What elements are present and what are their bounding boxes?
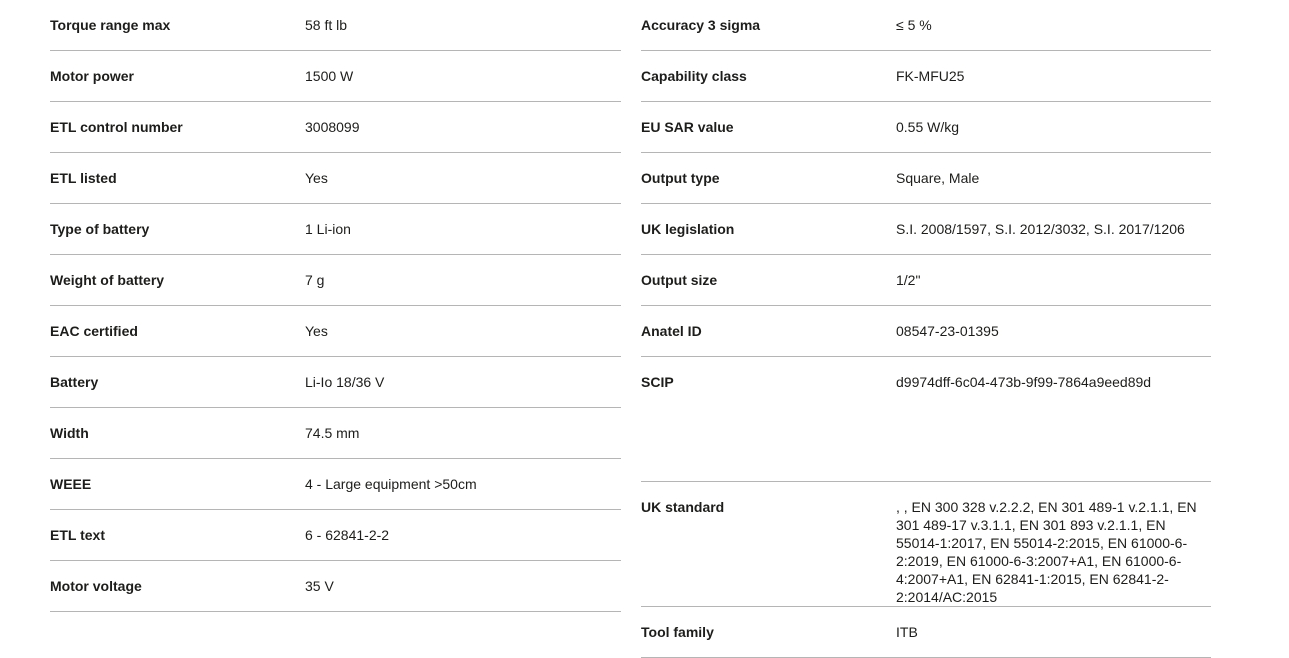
spec-row (50, 510, 621, 561)
spec-row (641, 255, 1211, 306)
spec-label: Torque range max (50, 17, 171, 33)
spec-label: Output size (641, 272, 718, 288)
spec-label: ETL control number (50, 119, 183, 135)
spec-value: 4 - Large equipment >50cm (305, 476, 477, 492)
spec-value: 08547-23-01395 (896, 323, 999, 339)
spec-value: Yes (305, 323, 328, 339)
spec-row (50, 51, 621, 102)
spec-value: , , EN 300 328 v.2.2.2, EN 301 489-1 v.2.1.1, EN 301 489-17 v.3.1.1, EN 301 893 v.2.1.1, EN 55014-1:2017, EN 55014-2:2015, EN 61000-6-2:2019, EN 61000-6-3:2007+A1, EN 61000-6-4:2007+A1, EN 62841-1:2015, EN 62841-2-2:2014/AC:2015 (896, 499, 1197, 605)
spec-label: WEEE (50, 476, 92, 492)
spec-value: ≤ 5 % (896, 17, 932, 33)
spec-row (50, 0, 621, 51)
spec-label: Type of battery (50, 221, 150, 237)
spec-value: 0.55 W/kg (896, 119, 960, 135)
spec-row (50, 561, 621, 612)
spec-table-left (50, 0, 621, 612)
spec-value: FK-MFU25 (896, 68, 965, 84)
spec-value: 6 - 62841-2-2 (305, 527, 390, 543)
spec-value: 7 g (305, 272, 325, 288)
spec-value: ITB (896, 624, 918, 640)
spec-row (641, 357, 1211, 482)
spec-table-right (641, 0, 1211, 658)
spec-value: 1/2" (896, 272, 921, 288)
spec-value: Yes (305, 170, 328, 186)
spec-value: S.I. 2008/1597, S.I. 2012/3032, S.I. 2017/1206 (896, 221, 1185, 237)
spec-label: UK standard (641, 499, 725, 515)
spec-label: Anatel ID (641, 323, 702, 339)
spec-label: EAC certified (50, 323, 138, 339)
spec-row (641, 204, 1211, 255)
spec-label: Output type (641, 170, 720, 186)
spec-label: Motor voltage (50, 578, 142, 594)
spec-row (50, 459, 621, 510)
spec-label: SCIP (641, 374, 674, 390)
spec-row (641, 482, 1211, 607)
spec-value: Li-Io 18/36 V (305, 374, 385, 390)
spec-row (641, 153, 1211, 204)
spec-label: Accuracy 3 sigma (641, 17, 761, 33)
spec-value: d9974dff-6c04-473b-9f99-7864a9eed89d (896, 374, 1152, 390)
spec-label: Capability class (641, 68, 747, 84)
spec-row (50, 102, 621, 153)
spec-label: Weight of battery (50, 272, 165, 288)
spec-label: Width (50, 425, 89, 441)
spec-value: 3008099 (305, 119, 360, 135)
spec-row (641, 607, 1211, 658)
spec-row (641, 0, 1211, 51)
spec-row (50, 357, 621, 408)
spec-value: 58 ft lb (305, 17, 348, 33)
spec-row (50, 255, 621, 306)
spec-value: 35 V (305, 578, 334, 594)
spec-value: 74.5 mm (305, 425, 360, 441)
spec-label: Battery (50, 374, 99, 390)
spec-label: ETL listed (50, 170, 117, 186)
spec-label: Motor power (50, 68, 134, 84)
spec-label: ETL text (50, 527, 105, 543)
spec-label: Tool family (641, 624, 714, 640)
spec-row (641, 102, 1211, 153)
spec-row (50, 306, 621, 357)
spec-row (50, 153, 621, 204)
spec-value: 1500 W (305, 68, 354, 84)
spec-row (50, 408, 621, 459)
spec-label: EU SAR value (641, 119, 734, 135)
spec-value: Square, Male (896, 170, 980, 186)
spec-row (641, 306, 1211, 357)
spec-value: 1 Li-ion (305, 221, 351, 237)
spec-row (50, 204, 621, 255)
spec-row (641, 51, 1211, 102)
spec-label: UK legislation (641, 221, 735, 237)
